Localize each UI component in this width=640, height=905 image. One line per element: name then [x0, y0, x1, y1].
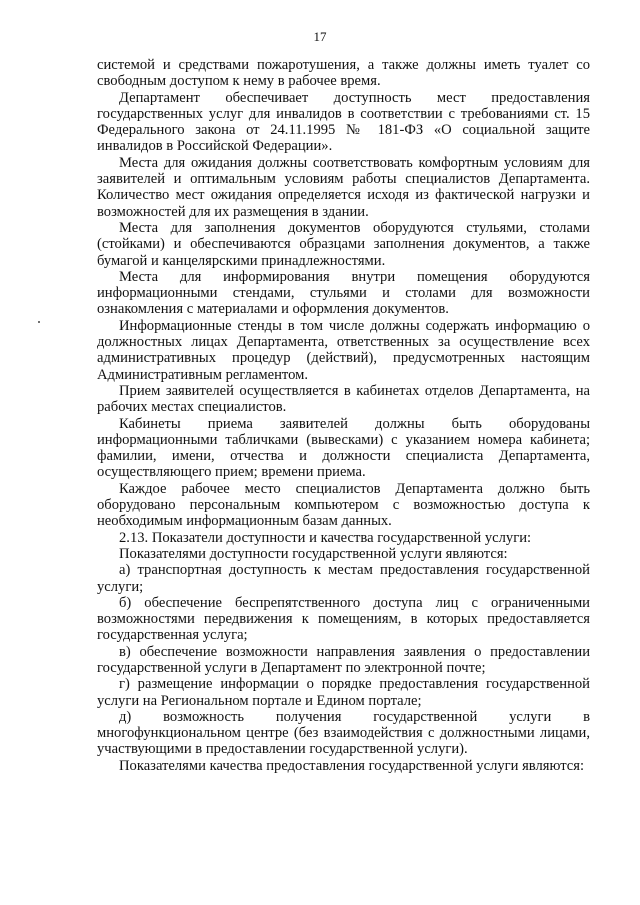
- list-item: д) возможность получения государственной услуги в многофункциональном центре (без взаимодействия с должностными лицами, участвующими в предоставлении государственной услуги).: [97, 708, 590, 758]
- paragraph: Департамент обеспечивает доступность мест предоставления государственных услуг для инвалидов в соответствии с требованиями ст. 15 Федерального закона от 24.11.1995 № 181-ФЗ «О социальной защите инвалидов в Российской Федерации».: [97, 89, 590, 155]
- list-item: г) размещение информации о порядке предоставления государственной услуги на Региональном портале и Едином портале;: [97, 676, 590, 709]
- paragraph: системой и средствами пожаротушения, а также должны иметь туалет со свободным доступом к нему в рабочее время.: [97, 57, 590, 90]
- paragraph: Показателями доступности государственной услуги являются:: [119, 545, 508, 562]
- page-number: 17: [313, 29, 327, 44]
- paragraph: Места для заполнения документов оборудуются стульями, столами (стойками) и обеспечиваются образцами заполнения документов, а также бумагой и канцелярскими принадлежностями.: [97, 219, 590, 269]
- list-item: в) обеспечение возможности направления заявления о предоставлении государственной услуги в Департамент по электронной почте;: [97, 643, 590, 676]
- list-item: а) транспортная доступность к местам предоставления государственной услуги;: [97, 562, 590, 595]
- paragraph: Места для ожидания должны соответствовать комфортным условиям для заявителей и оптимальным условиям работы специалистов Департамента. Количество мест ожидания определяется исходя из фактической нагрузки и возможностей для их размещения в здании.: [97, 154, 590, 220]
- list-item: б) обеспечение беспрепятственного доступа лиц с ограниченными возможностями передвижения к помещениям, в которых предоставляется государственная услуга;: [97, 594, 590, 644]
- paragraph: Прием заявителей осуществляется в кабинетах отделов Департамента, на рабочих местах специалистов.: [97, 382, 590, 416]
- section-heading: 2.13. Показатели доступности и качества государственной услуги:: [119, 529, 532, 546]
- paragraph: Информационные стенды в том числе должны содержать информацию о должностных лицах Департамента, ответственных за осуществление всех административных процедур (действий), предусмотренных настоящим Административным регламентом.: [97, 317, 590, 383]
- paragraph: Кабинеты приема заявителей должны быть оборудованы информационными табличками (вывесками) с указанием номера кабинета; фамилии, имени, отчества и должности специалиста Департамента, осуществляющего прием; времени приема.: [97, 415, 590, 481]
- document-body: [97, 57, 590, 774]
- scan-speck: [38, 321, 40, 323]
- paragraph: Каждое рабочее место специалистов Департамента должно быть оборудовано персональным компьютером с возможностью доступа к необходимым информационным базам данных.: [97, 480, 590, 530]
- paragraph: Места для информирования внутри помещения оборудуются информационными стендами, стульями и столами для возможности ознакомления с материалами и оформления документов.: [97, 268, 590, 318]
- paragraph: Показателями качества предоставления государственной услуги являются:: [119, 757, 585, 774]
